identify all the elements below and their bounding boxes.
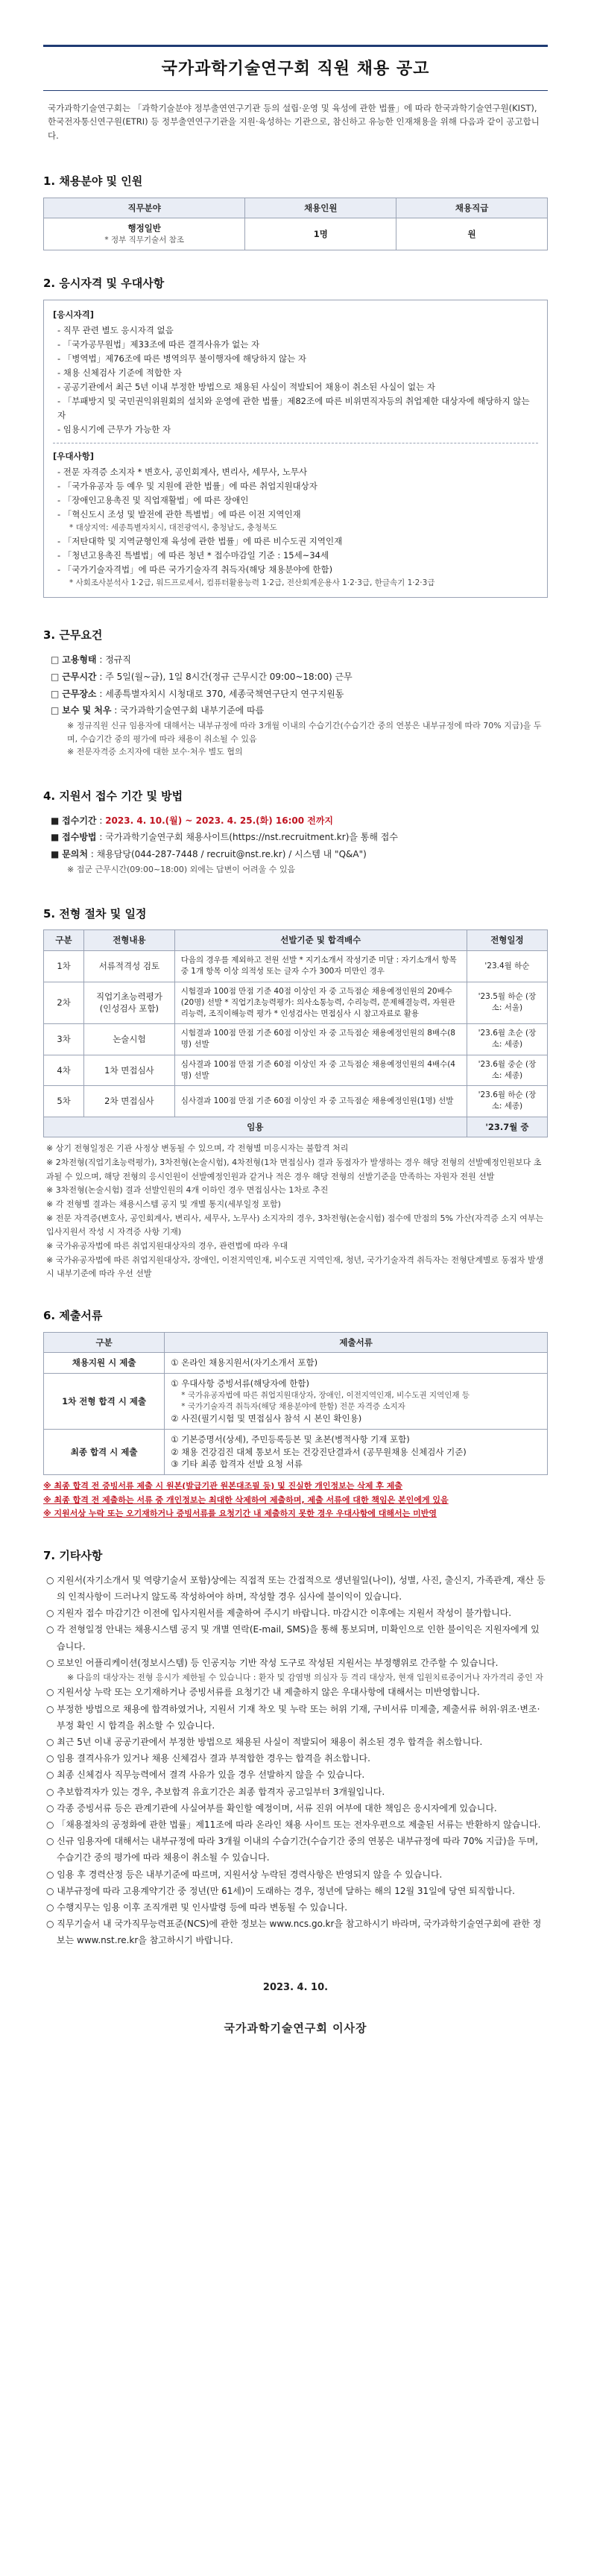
table-cell: 5차	[44, 1086, 84, 1117]
table-cell: 최종 합격 시 제출	[44, 1429, 165, 1474]
list-item: ○ 임용 후 경력산정 등은 내부기준에 따르며, 지원서상 누락된 경력사항은 반영되지 않을 수 있습니다.	[46, 1869, 443, 1880]
item-value: 국가과학기술연구회 채용사이트(https://nst.recruitment.kr)을 통해 접수	[105, 832, 398, 843]
doc-item: ① 기본증명서(상세), 주민등록등본 및 초본(병적사항 기재 포함)	[171, 1433, 410, 1445]
qualifications-box	[43, 300, 548, 598]
announcement-date: 2023. 4. 10.	[262, 1982, 329, 1994]
warning-note: ※ 최종 합격 전 제출하는 서류 중 개인정보는 최대한 삭제하여 제출하며, 제출 서류에 대한 책임은 본인에게 있음	[43, 1494, 449, 1505]
table-header: 선발기준 및 합격배수	[174, 930, 467, 951]
doc-item: ② 사진(필기시험 및 면접심사 참석 시 본인 확인용)	[171, 1413, 362, 1424]
list-note: ※ 국가유공자법에 따른 취업지원대상자의 경우, 관련법에 따라 우대	[46, 1240, 288, 1251]
section-7-title: 7. 기타사항	[43, 1549, 103, 1562]
table-cell: 시험결과 100점 만점 기준 60점 이상인 자 중 고득점순 채용예정인원의 8배수(8명) 선발	[174, 1024, 467, 1055]
list-note: * 대상지역: 세종특별자치시, 대전광역시, 충청남도, 충청북도	[69, 523, 277, 532]
table-cell: 임용	[44, 1117, 467, 1137]
table-cell: '23.7월 중	[467, 1117, 547, 1137]
doc-item: ② 채용 건강검진 대체 통보서 또는 건강진단결과서 (공무원채용 신체검사 기준)	[171, 1446, 467, 1457]
item-value: 세종특별자치시 시청대로 370, 세종국책연구단지 연구지원동	[105, 688, 344, 699]
item-label: 접수방법	[62, 832, 97, 843]
table-cell: 1차 전형 합격 시 제출	[44, 1374, 165, 1430]
list-note: ※ 전문 자격증(변호사, 공인회계사, 변리사, 세무사, 노무사) 소지자의 경우, 3차전형(논술시험) 점수에 만점의 5% 가산(자격증 소지 여부는 입사지원서 작성 시 자격증 사항 기재)	[46, 1213, 543, 1237]
item-label: 문의처	[62, 849, 88, 860]
table-header: 전형내용	[84, 930, 175, 951]
list-item: ■ 접수방법 : 국가과학기술연구회 채용사이트(https://nst.recruitment.kr)을 통해 접수	[51, 832, 398, 843]
list-note: ※ 상기 전형일정은 기관 사정상 변동될 수 있으며, 각 전형별 미응시자는 불합격 처리	[46, 1143, 349, 1154]
list-item: ○ 수행지무는 임용 이후 조직개편 및 인사발령 등에 따라 변동될 수 있습니다.	[46, 1901, 348, 1913]
table-cell	[44, 218, 245, 250]
table-header: 전형일정	[467, 930, 547, 951]
list-item: ○ 내부규정에 따라 고용계약기간 중 정년(만 61세)이 도래하는 경우, 정년에 달하는 해의 12월 31일에 당연 퇴직합니다.	[46, 1885, 515, 1896]
table-cell	[165, 1429, 548, 1474]
qual-subtitle: [응시자격]	[53, 309, 94, 321]
list-item: ○ 지원서상 누락 또는 오기재하거나 증빙서류를 요청기간 내 제출하지 않은 우대사항에 대해서는 미반영합니다.	[46, 1687, 480, 1698]
list-item: ○ 최근 5년 이내 공공기관에서 부정한 방법으로 채용된 사실이 적발되어 채용이 취소된 경우 합격을 취소합니다.	[46, 1737, 483, 1748]
list-item: - 「국가공무원법」제33조에 따른 결격사유가 없는 자	[57, 339, 260, 350]
list-note: ※ 2차전형(직업기초능력평가), 3차전형(논술시험), 4차전형(1차 면접심사) 결과 동점자가 발생하는 경우 해당 전형의 선발예정인원보다 초과될 수 있으며, 해당 전형의 응시인원이 선발예정인원과 같거나 적은 경우 해당 전형의 선발기준을 만족하는 자원자 전원 선발	[46, 1157, 542, 1181]
table-cell: 서류적격성 검토	[84, 951, 175, 982]
item-value: 국가과학기술연구회 내부기준에 따름	[120, 705, 265, 716]
table-cell: 채용지원 시 제출	[44, 1353, 165, 1374]
warning-note: ※ 최종 합격 전 증빙서류 제출 시 원본(발급기관 원본대조필 등) 및 진실한 개인정보는 삭제 후 제출	[43, 1480, 402, 1491]
item-value: 정규직	[105, 654, 131, 665]
list-item: ○ 최종 신체검사 직무능력에서 결격 사유가 있을 경우 선발하지 않을 수 있습니다.	[46, 1770, 365, 1781]
list-item: - 「장애인고용촉진 및 직업재활법」에 따른 장애인	[57, 494, 249, 505]
item-value: 채용담당(044-287-7448 / recruit@nst.re.kr) / 시스템 내 "Q&A")	[96, 849, 367, 860]
table-header: 채용직급	[396, 198, 548, 218]
list-item: ○ 각 전형일정 안내는 채용시스템 공지 및 개별 연락(E-mail, SMS)을 통해 통보되며, 미확인으로 인한 불이익은 지원자에게 있습니다.	[46, 1624, 540, 1652]
list-item: ○ 「채용절차의 공정화에 관한 법률」제11조에 따라 온라인 채용 사이트 또는 전자우편으로 제출된 서류는 반환하지 않습니다.	[46, 1819, 541, 1830]
list-item: ○ 각종 증빙서류 등은 관계기관에 사실여부를 확인할 예정이며, 서류 진위 여부에 대한 책임은 응시자에게 있습니다.	[46, 1802, 497, 1813]
process-notes	[43, 1142, 548, 1281]
field-note: * 정부 직무기술서 참조	[104, 236, 184, 245]
warning-note: ※ 지원서상 누락 또는 오기재하거나 증빙서류를 요청기간 내 제출하지 못한 경우 우대사항에 대해서는 미반영	[43, 1509, 437, 1519]
item-label: 접수기간	[62, 815, 97, 826]
positions-table	[43, 198, 548, 251]
list-item: - 「병역법」제76조에 따른 병역의무 불이행자에 해당하지 않는 자	[57, 353, 306, 364]
documents-table	[43, 1332, 548, 1475]
section-3-title: 3. 근무요건	[43, 628, 103, 643]
doc-note: * 국가기술자격 취득자(해당 채용분야에 한함) 전문 자격증 소지자	[181, 1402, 405, 1412]
table-cell: 시험결과 100점 만점 기준 40점 이상인 자 중 고득점순 채용예정인원의 20배수(20명) 선발 * 직업기초능력평가: 의사소통능력, 수리능력, 문제해결능력, 자원관리능력, 조직이해능력 평가 * 인성검사는 면접심사 시 참고자료로 활용	[174, 982, 467, 1024]
list-note: ※ 3차전형(논술시험) 결과 선발인원의 4개 이하인 경우 면접심사는 1차로 추진	[46, 1185, 329, 1196]
list-item: - 채용 신체검사 기준에 적합한 자	[57, 367, 182, 378]
list-item: ○ 직무기술서 내 국가직무능력표준(NCS)에 관한 정보는 www.ncs.go.kr을 참고하시기 바라며, 국가과학기술연구회에 관한 정보는 www.nst.re.kr을 참고하시기 바랍니다.	[46, 1919, 542, 1946]
table-row	[44, 1429, 548, 1474]
table-cell	[165, 1353, 548, 1374]
list-note: ※ 국가유공자법에 따른 취업지원대상자, 장애인, 이전지역인재, 비수도권 지역인재, 청년, 국가기술자격 취득자는 전형단계별로 동점자 발생 시 내부기준에 따라 우선 선발	[46, 1254, 544, 1279]
list-note: ※ 정규직원 신규 임용자에 대해서는 내부규정에 따라 3개월 이내의 수습기간(수습기간 중의 연봉은 내부규정에 따라 70% 지급)을 두며, 수습기간 중의 평가에 따라 채용이 취소될 수 있음	[67, 721, 542, 744]
list-item: - 「저탄대학 및 지역균형인재 육성에 관한 법률」에 따른 비수도권 지역인재	[57, 536, 343, 546]
list-item: - 「국가기술자격법」에 따른 국가기술자격 취득자(해당 채용분야에 한함)	[57, 564, 333, 575]
table-cell: 1명	[245, 218, 396, 250]
table-cell: 2차	[44, 982, 84, 1024]
list-item: ○ 추보합격자가 있는 경우, 추보합격 유효기간은 최종 합격자 공고일부터 3개월입니다.	[46, 1786, 385, 1797]
list-item: ○ 신규 임용자에 대해서는 내부규정에 따라 3개월 이내의 수습기간(수습기간 중의 연봉은 내부규정에 따라 70% 지급)을 두며, 수습기간 중의 평가에 따라 채용이 취소될 수 있습니다.	[46, 1836, 538, 1863]
list-item: - 임용시기에 근무가 가능한 자	[57, 423, 171, 435]
list-item: - 직무 관련 별도 응시자격 없음	[57, 325, 174, 336]
list-item: ○ 지원자 접수 마감기간 이전에 입사지원서를 제출하여 주시기 바랍니다. 마감시간 이후에는 지원서 작성이 불가합니다.	[46, 1608, 512, 1619]
table-cell: '23.5월 하순 (장소: 서울)	[467, 982, 547, 1024]
selection-process-table	[43, 929, 548, 1137]
item-label: 근무시간	[62, 671, 97, 682]
doc-item: ① 온라인 채용지원서(자기소개서 포함)	[171, 1357, 318, 1368]
list-note: ※ 전문자격증 소지자에 대한 보수·처우 별도 협의	[67, 747, 243, 757]
section-6-title: 6. 제출서류	[43, 1309, 103, 1323]
page-title: 국가과학기술연구회 직원 채용 공고	[161, 60, 430, 78]
table-cell: '23.6월 하순 (장소: 세종)	[467, 1086, 547, 1117]
table-row	[44, 1024, 548, 1055]
item-label: 근무장소	[62, 688, 97, 699]
list-item: ■ 접수기간 : 2023. 4. 10.(월) ~ 2023. 4. 25.(화) 16:00 전까지	[51, 815, 334, 826]
section-1-title: 1. 채용분야 및 인원	[43, 174, 143, 189]
list-item: ○ 임용 결격사유가 있거나 채용 신체검사 결과 부적합한 경우는 합격을 취소합니다.	[46, 1753, 370, 1764]
table-cell: '23.6월 중순 (장소: 세종)	[467, 1055, 547, 1085]
item-value: 2023. 4. 10.(월) ~ 2023. 4. 25.(화) 16:00 전까지	[105, 815, 334, 826]
section-5-title: 5. 전형 절차 및 일정	[43, 906, 147, 921]
table-row	[44, 1353, 548, 1374]
list-item: ○ 지원서(자기소개서 및 역량기술서 포함)상에는 직접적 또는 간접적으로 생년월일(나이), 성별, 사진, 출신지, 가족관계, 재산 등의 인적사항이 드러나지 않도록 작성하여야 하며, 작성할 경우 심사에 불이익이 있습니다.	[46, 1574, 546, 1602]
signer-name: 국가과학기술연구회 이사장	[224, 2021, 367, 2036]
table-cell: 원	[396, 218, 548, 250]
table-cell: 2차 면접심사	[84, 1086, 175, 1117]
table-cell: 1차	[44, 951, 84, 982]
table-cell	[165, 1374, 548, 1430]
intro-text: 국가과학기술연구회는 「과학기술분야 정부출연연구기관 등의 설립·운영 및 육성에 관한 법률」에 따라 한국과학기술연구원(KIST), 한국전자통신연구원(ETRI) 등 정부출연연구기관을 지원·육성하는 기관으로, 참신하고 유능한 인재채용을 위해 다음과 같이 공고합니다.	[48, 102, 540, 141]
table-row	[44, 1117, 548, 1137]
list-item: □ 보수 및 처우 : 국가과학기술연구회 내부기준에 따름	[51, 705, 265, 716]
list-note: ※ 접군 근무시간(09:00~18:00) 외에는 답변이 어려울 수 있음	[67, 865, 296, 875]
item-label: 보수 및 처우	[62, 705, 112, 716]
table-header: 제출서류	[165, 1332, 548, 1353]
work-conditions	[43, 651, 548, 759]
list-item: - 「국가유공자 등 예우 및 지원에 관한 법률」에 따른 취업지원대상자	[57, 480, 317, 491]
list-item: □ 고용형태 : 정규직	[51, 654, 131, 665]
table-row	[44, 1374, 548, 1430]
document-warnings	[43, 1480, 548, 1521]
other-notes	[43, 1572, 548, 1949]
table-cell: '23.6월 초순 (장소: 세종)	[467, 1024, 547, 1055]
table-header: 구분	[44, 1332, 165, 1353]
table-cell: 직업기초능력평가 (인성검사 포함)	[84, 982, 175, 1024]
table-row	[44, 218, 548, 250]
list-item: ○ 로보인 어플리케이션(정보시스템) 등 인공지능 기반 작성 도구로 작성된 지원서는 부정행위로 간주할 수 있습니다.	[46, 1657, 499, 1668]
table-cell: 논술시험	[84, 1024, 175, 1055]
table-row	[44, 982, 548, 1024]
section-2-title: 2. 응시자격 및 우대사항	[43, 277, 165, 291]
list-note: * 사회조사분석사 1·2급, 워드프로세서, 컴퓨터활용능력 1·2급, 전산회계운용사 1·2·3급, 한글속기 1·2·3급	[69, 578, 435, 587]
list-item: - 전문 자격증 소지자 * 변호사, 공인회계사, 변리사, 세무사, 노무사	[57, 466, 308, 477]
doc-item: ① 우대사항 증빙서류(해당자에 한함)	[171, 1378, 310, 1389]
table-cell: 심사결과 100점 만점 기준 60점 이상인 자 중 고득점순 채용예정인원(1명) 선발	[174, 1086, 467, 1117]
list-item: ■ 문의처 : 채용담당(044-287-7448 / recruit@nst.re.kr) / 시스템 내 "Q&A")	[51, 849, 367, 860]
list-note: ※ 각 전형별 결과는 채용시스템 공지 및 개별 통지(세부일정 포함)	[46, 1199, 281, 1209]
list-note: ※ 다음의 대상자는 전형 응시가 제한될 수 있습니다 : 환자 및 감염병 의심자 등 격리 대상자, 현재 입원치료중이거나 자가격리 중인 자	[67, 1672, 543, 1682]
list-item: - 「부패방지 및 국민권익위원회의 설치와 운영에 관한 법률」제82조에 따른 비위면직자등의 취업제한 대상자에 해당하지 않는 자	[57, 395, 530, 420]
table-header: 채용인원	[245, 198, 396, 218]
doc-note: * 국가유공자법에 따른 취업지원대상자, 장애인, 이전지역인재, 비수도권 지역인재 등	[181, 1390, 470, 1400]
table-cell: '23.4월 하순	[467, 951, 547, 982]
doc-item: ③ 기타 최종 합격자 선발 요청 서류	[171, 1459, 303, 1470]
list-item: - 「혁신도시 조성 및 발전에 관한 특별법」에 따른 이전 지역인재	[57, 508, 301, 520]
list-item: □ 근무장소 : 세종특별자치시 시청대로 370, 세종국책연구단지 연구지원동	[51, 688, 344, 699]
field-name: 행정일반	[127, 223, 161, 234]
list-item: □ 근무시간 : 주 5일(월~금), 1일 8시간(정규 근무시간 09:00~18:00) 근무	[51, 671, 353, 682]
table-row	[44, 951, 548, 982]
table-cell: 4차	[44, 1055, 84, 1085]
list-item: - 공공기관에서 최근 5년 이내 부정한 방법으로 채용된 사실이 적발되어 채용이 취소된 사실이 없는 자	[57, 381, 435, 392]
item-label: 고용형태	[62, 654, 97, 665]
pref-subtitle: [우대사항]	[53, 450, 94, 461]
table-cell: 1차 면접심사	[84, 1055, 175, 1085]
list-item: - 「청년고용촉진 특별법」에 따른 청년 * 접수마감일 기준 : 15세~34세	[57, 549, 329, 561]
section-4-title: 4. 지원서 접수 기간 및 방법	[43, 789, 183, 803]
table-header: 구분	[44, 930, 84, 951]
application-info	[43, 812, 548, 877]
table-cell: 3차	[44, 1024, 84, 1055]
table-row	[44, 1086, 548, 1117]
table-row	[44, 1055, 548, 1085]
title-bar	[43, 45, 548, 91]
table-header: 직무분야	[44, 198, 245, 218]
list-item: ○ 부정한 방법으로 채용에 합격하였거나, 지원서 기재 착오 및 누락 또는 허위 기재, 구비서류 미제출, 제출서류 허위·위조·변조·부정 확인 시 합격을 취소할 수 있습니다.	[46, 1703, 540, 1731]
item-value: 주 5일(월~금), 1일 8시간(정규 근무시간 09:00~18:00) 근무	[105, 671, 353, 682]
table-cell: 다음의 경우를 제외하고 전원 선발 * 지기소개서 작성기준 미달 : 자기소개서 항목 중 1개 항목 이상 의적성 또는 글자 수가 300자 미만인 경우	[174, 951, 467, 982]
table-cell: 심사결과 100점 만점 기준 60점 이상인 자 중 고득점순 채용예정인원의 4배수(4명) 선발	[174, 1055, 467, 1085]
